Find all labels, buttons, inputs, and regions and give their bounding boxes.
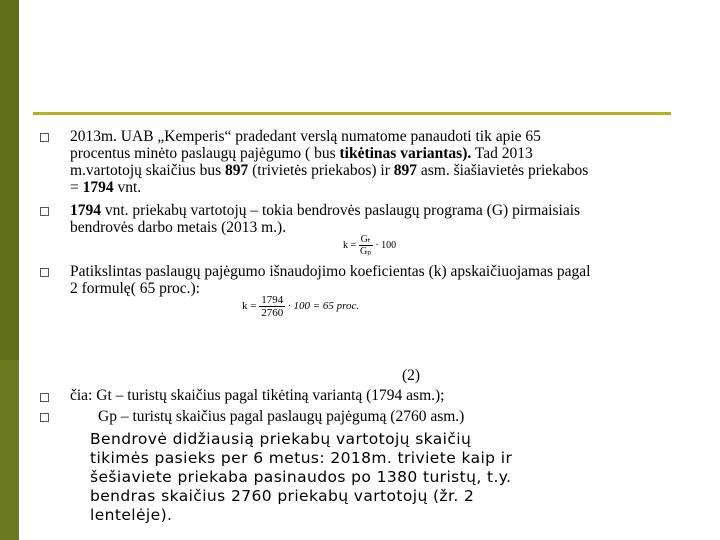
note-gp: Gp – turistų skaičius pagal paslaugų pajėgumą (2760 asm.) xyxy=(98,408,465,425)
conclusion-line: bendras skaičius 2760 priekabų vartotojų (žr. 2 xyxy=(90,487,475,505)
paragraph-3 xyxy=(70,263,690,297)
bold-fragment: 1794 xyxy=(70,202,101,219)
text-line: Patikslintas paslaugų pajėgumo išnaudojimo koeficientas (k) apskaičiuojamas pagal xyxy=(70,263,591,280)
conclusion-text xyxy=(90,430,650,525)
bold-fragment: 897 xyxy=(225,162,249,179)
bold-fragment: 897 xyxy=(393,162,417,179)
formula-rhs: · 100 = 65 proc. xyxy=(287,300,360,313)
formula-fraction xyxy=(359,234,373,257)
text-line: bendrovės darbo metais (2013 m.). xyxy=(70,219,287,236)
conclusion-line: Bendrovė didžiausią priekabų vartotojų skaičių xyxy=(90,430,472,448)
text-fragment: vnt. xyxy=(113,179,142,196)
text-line: 2013m. UAB „Kemperis“ pradedant verslą numatome panaudoti tik apie 65 xyxy=(70,128,541,145)
paragraph-1 xyxy=(70,128,690,196)
bullet-marker xyxy=(40,133,49,142)
formula-denominator: 2760 xyxy=(261,307,284,319)
formula-denominator: Gₚ xyxy=(359,246,372,257)
conclusion-line: lentelėje). xyxy=(90,506,173,524)
bullet-marker xyxy=(40,393,49,402)
left-accent-bar-top xyxy=(0,0,19,360)
formula-lhs: k = xyxy=(242,300,260,313)
title-rule xyxy=(33,112,671,115)
bullet-marker xyxy=(40,207,49,216)
formula-numerator: 1794 xyxy=(261,294,284,306)
text-fragment: Tad 2013 xyxy=(471,145,533,162)
text-fragment: asm. šiašiavietės priekabos xyxy=(416,162,589,179)
conclusion-line: tikimės pasieks per 6 metus: 2018m. triviete kaip ir xyxy=(90,449,513,467)
formula-fraction xyxy=(259,294,285,319)
formula-k-calculation xyxy=(242,294,359,319)
bullet-marker xyxy=(40,268,49,277)
text-line: 2 formulę( 65 proc.): xyxy=(70,280,200,297)
equation-number: (2) xyxy=(402,367,421,384)
text-fragment: procentus minėto paslaugų pajėgumo ( bus xyxy=(70,145,340,162)
formula-k-definition xyxy=(343,234,396,257)
formula-lhs: k = xyxy=(343,239,359,251)
bullet-marker xyxy=(40,413,49,422)
text-fragment: vnt. priekabų vartotojų – tokia bendrovės paslaugų programa (G) pirmaisiais xyxy=(101,202,581,219)
bold-fragment: tikėtinas variantas). xyxy=(339,145,472,162)
bold-fragment: 1794 xyxy=(82,179,114,196)
text-fragment: (trivietės priekabos) ir xyxy=(248,162,394,179)
conclusion-line: šešiaviete priekaba pasinaudos po 1380 turistų, t.y. xyxy=(90,468,512,486)
formula-rhs: · 100 xyxy=(375,239,397,251)
paragraph-2 xyxy=(70,202,690,236)
text-fragment: = xyxy=(70,179,83,196)
note-gt: čia: Gt – turistų skaičius pagal tikėtiną variantą (1794 asm.); xyxy=(70,387,445,404)
text-fragment: m.vartotojų skaičius bus xyxy=(70,162,225,179)
formula-numerator: Gₜ xyxy=(360,234,371,245)
